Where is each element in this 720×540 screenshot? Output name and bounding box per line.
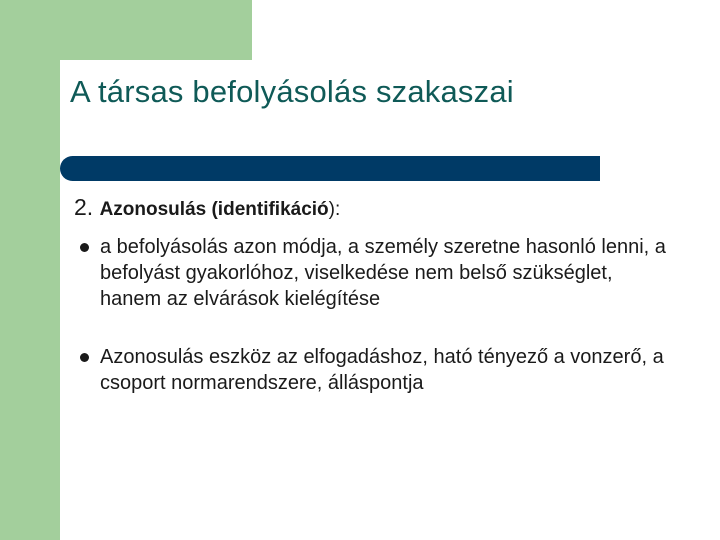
slide-title: A társas befolyásolás szakaszai [70, 74, 514, 109]
bullet-item [74, 234, 674, 312]
slide-body [74, 193, 674, 396]
section-heading-suffix: ): [328, 199, 341, 220]
section-number: 2. [74, 194, 94, 220]
green-accent-top-block [0, 0, 252, 60]
green-accent-left-bar [0, 0, 60, 540]
section-term: Azonosulás (identifikáció [99, 199, 329, 220]
bullet-icon [80, 353, 89, 362]
section-heading [74, 193, 674, 224]
bullet-text: Azonosulás eszköz az elfogadáshoz, ható tényező a vonzerő, a csoport normarendszere, álláspontja [100, 346, 664, 394]
title-divider-bar [60, 156, 600, 181]
bullet-icon [80, 243, 89, 252]
bullet-text: a befolyásolás azon módja, a személy szeretne hasonló lenni, a befolyást gyakorlóhoz, viselkedése nem belső szükséglet, hanem az elvárások kielégítése [100, 236, 666, 310]
bullet-item [74, 344, 674, 396]
